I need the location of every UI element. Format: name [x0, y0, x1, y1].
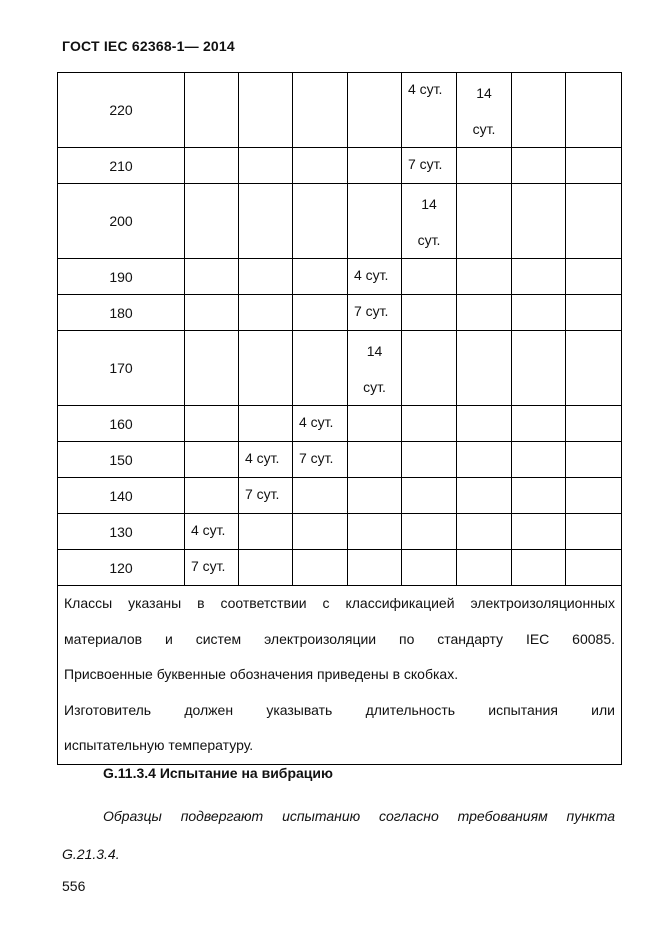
temperature-cell: 180: [58, 295, 185, 331]
duration-cell: [348, 478, 402, 514]
duration-cell: [348, 442, 402, 478]
duration-cell: [566, 148, 622, 184]
duration-cell: [566, 295, 622, 331]
duration-cell: [566, 73, 622, 148]
paragraph-line: Образцы подвергают испытанию согласно требованиям пункта: [103, 808, 615, 824]
duration-cell: [457, 295, 512, 331]
temperature-cell: 130: [58, 514, 185, 550]
duration-cell: 7 сут.: [239, 478, 293, 514]
duration-cell: [512, 406, 566, 442]
temperature-cell: 140: [58, 478, 185, 514]
duration-cell: [566, 550, 622, 586]
duration-cell: [402, 514, 457, 550]
note-line: материалов и систем электроизоляции по стандарту IEC 60085.: [64, 630, 615, 647]
duration-text: сут.: [472, 121, 496, 137]
table-row: [58, 295, 622, 331]
duration-cell: [566, 184, 622, 259]
duration-cell: [512, 295, 566, 331]
duration-cell: 4 сут.: [239, 442, 293, 478]
duration-cell: [239, 550, 293, 586]
temperature-cell: 220: [58, 73, 185, 148]
note-line: Присвоенные буквенные обозначения приведены в скобках.: [64, 666, 459, 682]
duration-cell: [512, 478, 566, 514]
note-line: Классы указаны в соответствии с классификацией электроизоляционных: [64, 595, 615, 611]
duration-cell: 7 сут.: [402, 148, 457, 184]
duration-cell: [457, 442, 512, 478]
note-line: Изготовитель должен указывать длительность испытания или: [64, 701, 615, 718]
temperature-cell: 190: [58, 259, 185, 295]
duration-cell: 7 сут.: [348, 295, 402, 331]
duration-cell: [512, 148, 566, 184]
duration-text: 14: [421, 196, 437, 212]
duration-cell: [185, 259, 239, 295]
duration-cell: [239, 331, 293, 406]
duration-cell: [293, 295, 348, 331]
duration-text: 14: [366, 343, 383, 359]
duration-cell: [185, 184, 239, 259]
duration-cell: [457, 331, 512, 406]
section-title: G.11.3.4 Испытание на вибрацию: [103, 765, 333, 781]
duration-cell: [512, 259, 566, 295]
duration-cell: [185, 406, 239, 442]
duration-cell: [457, 514, 512, 550]
duration-cell: [185, 73, 239, 148]
duration-cell: [293, 184, 348, 259]
duration-cell: [239, 295, 293, 331]
duration-cell: [457, 148, 512, 184]
duration-cell: [348, 73, 402, 148]
duration-cell: [566, 442, 622, 478]
duration-cell: [348, 550, 402, 586]
duration-cell: [348, 514, 402, 550]
duration-cell: 4 сут.: [185, 514, 239, 550]
temperature-cell: 120: [58, 550, 185, 586]
duration-cell: [239, 406, 293, 442]
table-row: [58, 331, 622, 406]
duration-cell: 7 сут.: [185, 550, 239, 586]
duration-cell: [185, 478, 239, 514]
table-row: [58, 478, 622, 514]
duration-cell: [185, 148, 239, 184]
duration-cell: [566, 259, 622, 295]
duration-cell: [512, 514, 566, 550]
duration-cell: [402, 442, 457, 478]
table-row: [58, 73, 622, 148]
duration-text: 14: [476, 85, 492, 101]
duration-cell: [239, 514, 293, 550]
page-number: 556: [62, 878, 86, 894]
table-row: [58, 406, 622, 442]
duration-cell: [293, 550, 348, 586]
duration-cell: [566, 331, 622, 406]
paragraph-line: G.21.3.4.: [62, 846, 120, 862]
temperature-cell: 210: [58, 148, 185, 184]
duration-cell: [457, 259, 512, 295]
duration-cell: [293, 331, 348, 406]
duration-cell: [185, 295, 239, 331]
duration-text: сут.: [417, 232, 441, 248]
duration-cell: 4 сут.: [402, 73, 457, 148]
document-header: ГОСТ IEC 62368-1— 2014: [62, 38, 235, 54]
test-duration-table: [57, 72, 622, 765]
duration-cell: [239, 259, 293, 295]
duration-cell: [185, 442, 239, 478]
duration-cell: [402, 478, 457, 514]
duration-cell: [293, 148, 348, 184]
table-row: [58, 148, 622, 184]
duration-cell: 7 сут.: [293, 442, 348, 478]
duration-cell: [512, 550, 566, 586]
table-row: [58, 442, 622, 478]
table-row: [58, 514, 622, 550]
duration-cell: [239, 184, 293, 259]
duration-cell: [402, 184, 457, 259]
duration-cell: [239, 148, 293, 184]
duration-cell: [348, 406, 402, 442]
duration-cell: [239, 73, 293, 148]
duration-cell: [185, 331, 239, 406]
duration-cell: [457, 73, 512, 148]
duration-cell: [293, 259, 348, 295]
note-line: испытательную температуру.: [64, 737, 254, 753]
duration-cell: [457, 478, 512, 514]
duration-cell: 4 сут.: [293, 406, 348, 442]
duration-cell: [402, 406, 457, 442]
duration-cell: [457, 550, 512, 586]
duration-cell: [402, 259, 457, 295]
duration-cell: [512, 73, 566, 148]
temperature-cell: 150: [58, 442, 185, 478]
duration-cell: [512, 184, 566, 259]
duration-text: сут.: [363, 379, 386, 395]
temperature-cell: 170: [58, 331, 185, 406]
duration-cell: [293, 514, 348, 550]
duration-cell: [348, 331, 402, 406]
table-row: [58, 259, 622, 295]
duration-cell: [566, 514, 622, 550]
duration-cell: [293, 73, 348, 148]
duration-cell: [566, 406, 622, 442]
duration-cell: [293, 478, 348, 514]
duration-cell: 4 сут.: [348, 259, 402, 295]
table-note: [58, 586, 622, 765]
duration-cell: [348, 184, 402, 259]
duration-cell: [457, 184, 512, 259]
table-row: [58, 550, 622, 586]
temperature-cell: 200: [58, 184, 185, 259]
duration-cell: [348, 148, 402, 184]
table-row: [58, 184, 622, 259]
duration-cell: [512, 331, 566, 406]
duration-cell: [402, 550, 457, 586]
duration-cell: [402, 331, 457, 406]
duration-cell: [566, 478, 622, 514]
duration-cell: [457, 406, 512, 442]
duration-cell: [402, 295, 457, 331]
temperature-cell: 160: [58, 406, 185, 442]
duration-cell: [512, 442, 566, 478]
